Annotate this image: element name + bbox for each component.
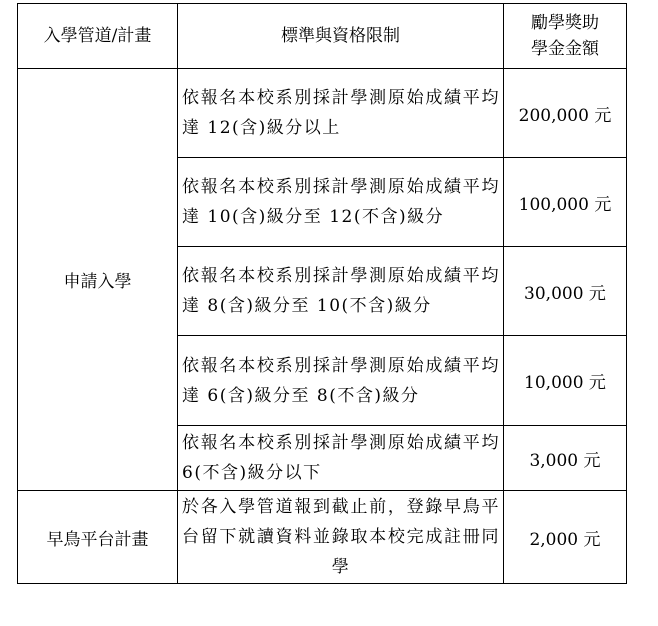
criteria-cell: 依報名本校系別採計學測原始成績平均 6(不含)級分以下 bbox=[178, 426, 504, 491]
channel-cell: 申請入學 bbox=[18, 69, 178, 491]
amount-cell: 3,000 元 bbox=[504, 426, 627, 491]
criteria-cell: 依報名本校系別採計學測原始成績平均達 12(含)級分以上 bbox=[178, 69, 504, 158]
scholarship-table bbox=[17, 3, 627, 584]
amount-cell: 2,000 元 bbox=[504, 491, 627, 584]
criteria-cell: 依報名本校系別採計學測原始成績平均達 8(含)級分至 10(不含)級分 bbox=[178, 247, 504, 336]
header-row bbox=[18, 4, 627, 69]
amount-cell: 200,000 元 bbox=[504, 69, 627, 158]
header-channel: 入學管道/計畫 bbox=[18, 4, 178, 69]
header-amount-line2: 學金金額 bbox=[531, 39, 599, 59]
header-amount bbox=[504, 4, 627, 69]
header-criteria: 標準與資格限制 bbox=[178, 4, 504, 69]
amount-cell: 100,000 元 bbox=[504, 158, 627, 247]
criteria-cell: 依報名本校系別採計學測原始成績平均達 6(含)級分至 8(不含)級分 bbox=[178, 336, 504, 426]
channel-cell: 早鳥平台計畫 bbox=[18, 491, 178, 584]
amount-cell: 10,000 元 bbox=[504, 336, 627, 426]
amount-cell: 30,000 元 bbox=[504, 247, 627, 336]
criteria-cell: 於各入學管道報到截止前，登錄早鳥平台留下就讀資料並錄取本校完成註冊同學 bbox=[178, 491, 504, 584]
header-amount-line1: 勵學獎助 bbox=[531, 13, 599, 33]
criteria-cell: 依報名本校系別採計學測原始成績平均達 10(含)級分至 12(不含)級分 bbox=[178, 158, 504, 247]
table-row bbox=[18, 69, 627, 158]
table-row bbox=[18, 491, 627, 584]
